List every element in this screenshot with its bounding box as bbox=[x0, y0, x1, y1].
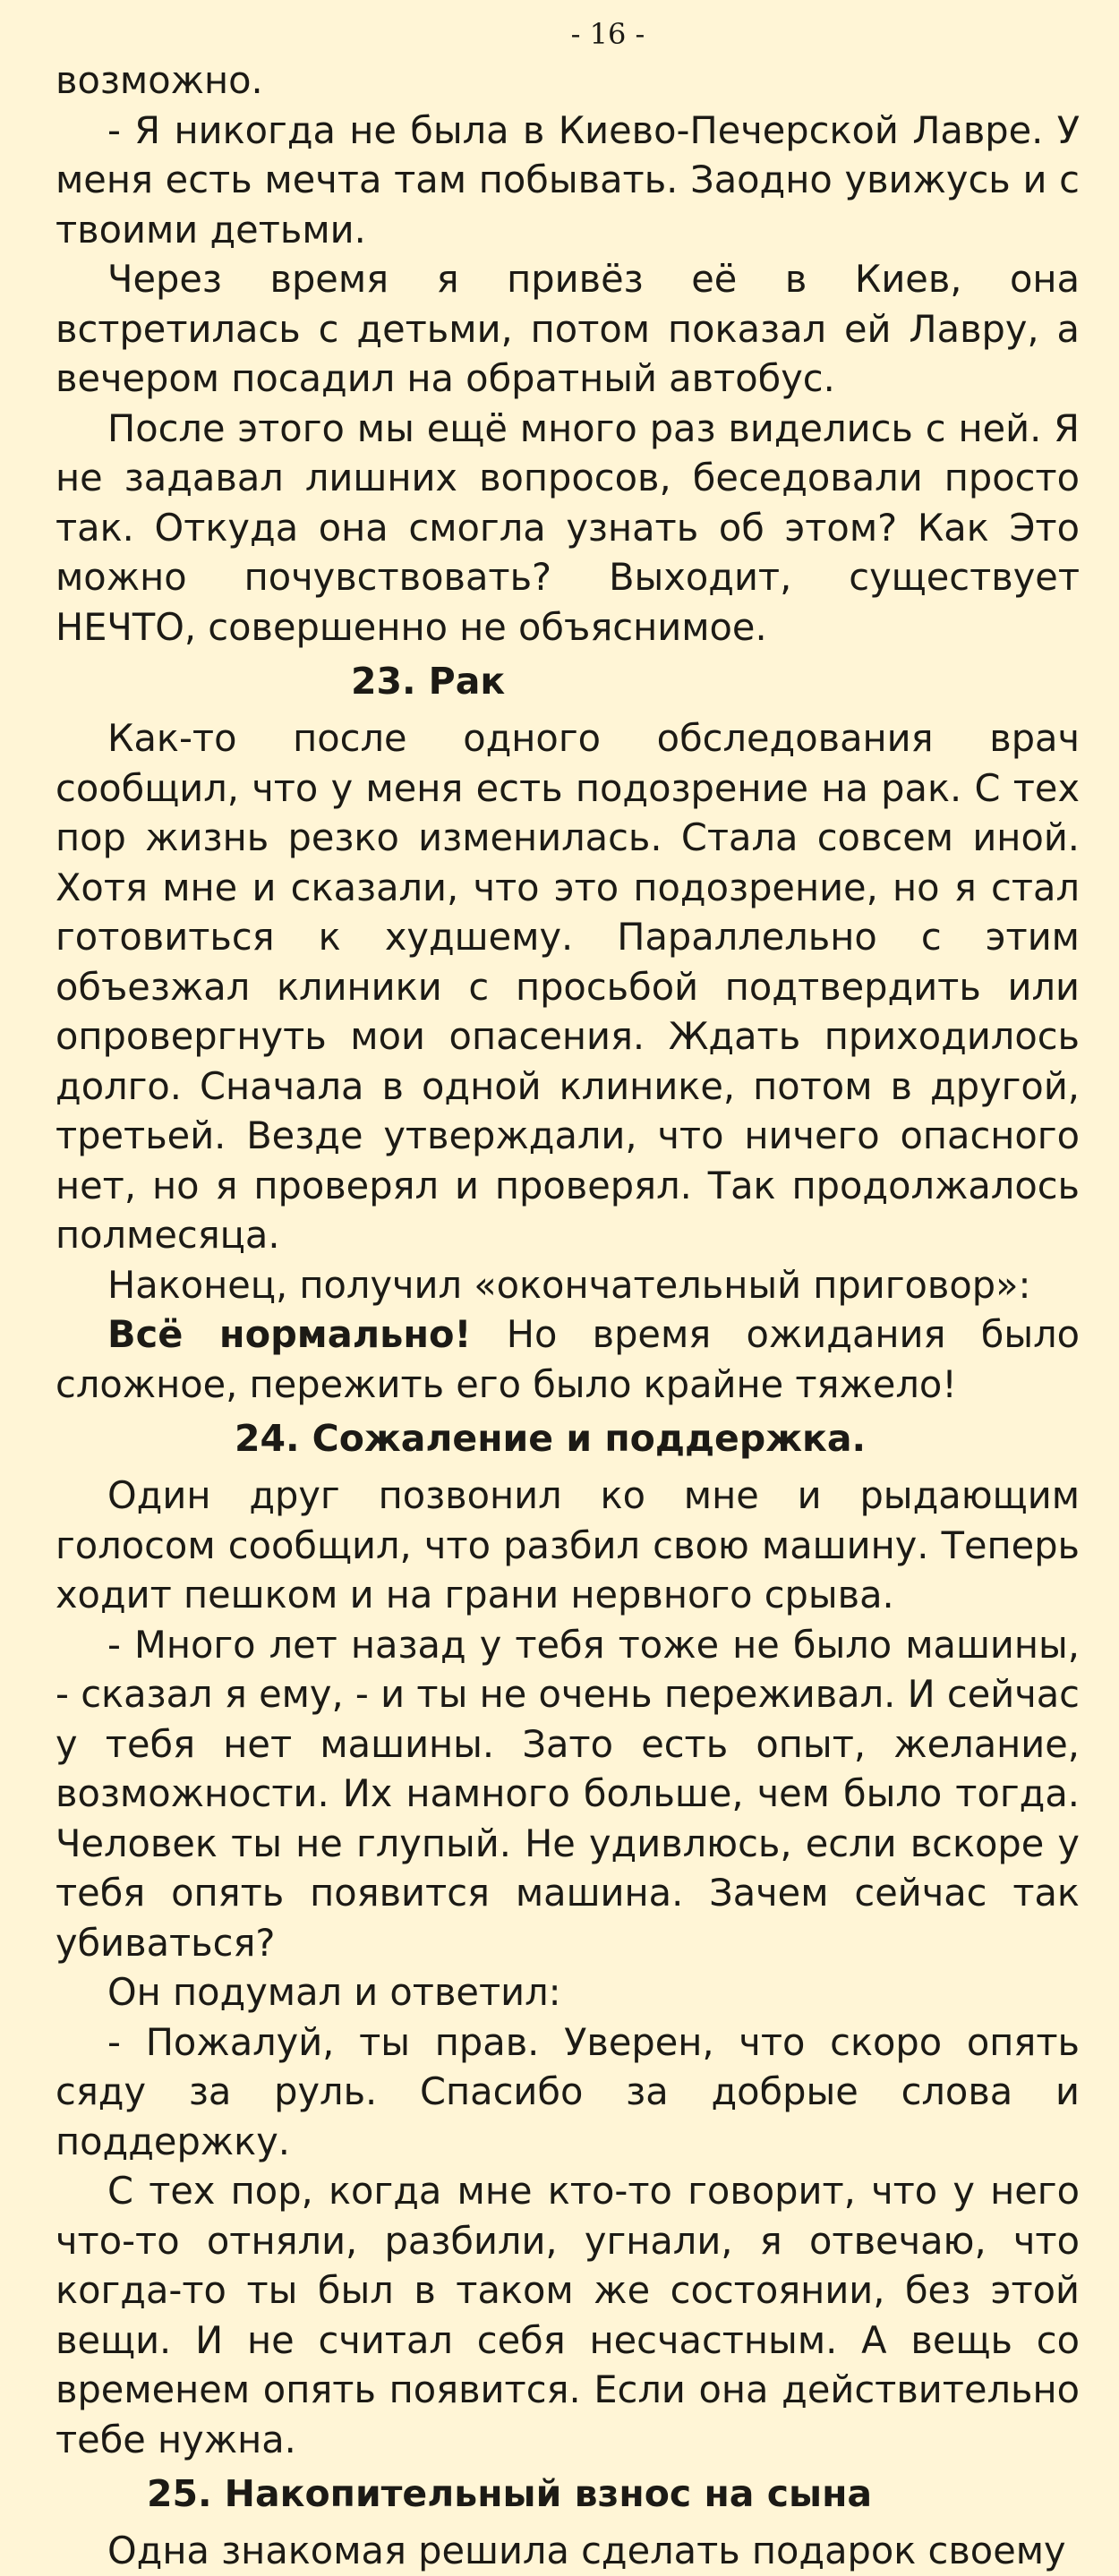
section-number: 25. bbox=[147, 2472, 212, 2515]
section-heading-25 bbox=[56, 2469, 1080, 2519]
paragraph: Наконец, получил «окончательный приговор»: bbox=[107, 1262, 1031, 1307]
page-number: - 16 - bbox=[570, 17, 645, 51]
paragraph: Как-то после одного обследования врач сообщил, что у меня есть подозрение на рак. С тех пор жизнь резко изменилась. Стала совсем иной. Хотя мне и сказали, что это подозрение, но я стал готовиться к худшему. Параллельно с этим объезжал клиники с просьбой подтвердить или опровергнуть мои опасения. Ждать приходилось долго. Сначала в одной клинике, потом в другой, третьей. Везде утверждали, что ничего опасного нет, но я проверял и проверял. Так продолжалось полмесяца. bbox=[56, 716, 1080, 1257]
section-title: Сожаление и поддержка. bbox=[312, 1417, 867, 1460]
paragraph bbox=[56, 1309, 1080, 1409]
section-heading-23 bbox=[56, 657, 1080, 706]
section-number: 24. bbox=[235, 1417, 300, 1460]
paragraph: Через время я привёз её в Киев, она встретилась с детьми, потом показал ей Лавру, а вечером посадил на обратный автобус. bbox=[56, 257, 1080, 400]
paragraph-text: Но время ожидания было сложное, пережить его было крайне тяжело! bbox=[56, 1312, 1081, 1406]
paragraph: Один друг позвонил ко мне и рыдающим голосом сообщил, что разбил свою машину. Теперь ходит пешком и на грани нервного срыва. bbox=[56, 1473, 1080, 1616]
paragraph: - Пожалуй, ты прав. Уверен, что скоро опять сяду за руль. Спасибо за добрые слова и поддержку. bbox=[56, 2019, 1080, 2163]
emphasis-text: Всё нормально! bbox=[107, 1312, 472, 1356]
paragraph: Он подумал и ответил: bbox=[107, 1970, 561, 2014]
section-heading-24 bbox=[56, 1414, 1080, 1463]
section-number: 23. bbox=[351, 660, 416, 703]
paragraph: - Я никогда не была в Киево-Печерской Лавре. У меня есть мечта там побывать. Заодно увижусь и с твоими детьми. bbox=[56, 107, 1080, 252]
paragraph: Одна знакомая решила сделать подарок своему bbox=[107, 2529, 1066, 2572]
section-title: Накопительный взнос на сына bbox=[224, 2472, 873, 2515]
paragraph: - Много лет назад у тебя тоже не было машины, - сказал я ему, - и ты не очень переживал. И сейчас у тебя нет машины. Зато есть опыт, желание, возможности. Их намного больше, чем было тогда. Человек ты не глупый. Не удивлюсь, если вскоре у тебя опять появится машина. Зачем сейчас так убиваться? bbox=[56, 1622, 1080, 1965]
section-title: Рак bbox=[428, 660, 506, 703]
paragraph: возможно. bbox=[56, 58, 263, 102]
paragraph: С тех пор, когда мне кто-то говорит, что у него что-то отняли, разбили, угнали, я отвечаю, что когда-то ты был в таком же состоянии, без этой вещи. И не считал себя несчастным. А вещь со временем опять появится. Если она действительно тебе нужна. bbox=[56, 2169, 1080, 2461]
paragraph: После этого мы ещё много раз виделись с ней. Я не задавал лишних вопросов, беседовали просто так. Откуда она смогла узнать об этом? Как Это можно почувствовать? Выходит, существует НЕЧТО, совершенно не объяснимое. bbox=[56, 405, 1080, 649]
